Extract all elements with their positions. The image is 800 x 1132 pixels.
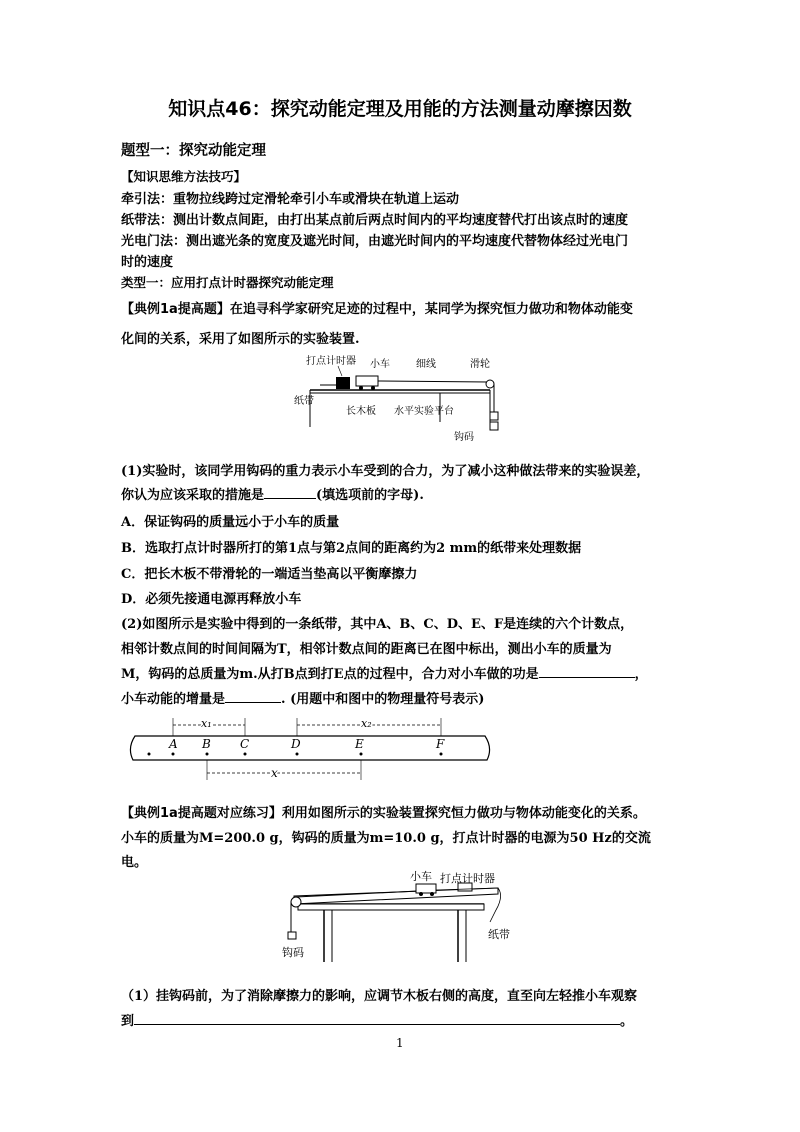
point-label: F xyxy=(436,737,445,751)
page-number: 1 xyxy=(396,1036,404,1050)
type-heading: 类型一：应用打点计时器探究动能定理 xyxy=(121,275,334,290)
q2-line2: 相邻计数点间的时间间隔为T，相邻计数点间的距离已在图中标出，测出小车的质量为 xyxy=(121,642,612,657)
timer-block xyxy=(336,377,350,389)
pulley xyxy=(486,380,494,388)
q2-line3: M，钩码的总质量为m.从打B点到打E点的过程中，合力对小车做的功是 ， xyxy=(121,663,648,682)
q1-line2: 你认为应该采取的措施是 (填选项前的字母). xyxy=(121,484,424,503)
label-weights: 钩码 xyxy=(282,946,304,959)
pulley xyxy=(291,897,301,907)
answer-blank[interactable] xyxy=(539,663,635,678)
ex2-q1-line2: 到 。 xyxy=(121,1010,633,1029)
point-label: A xyxy=(169,737,178,751)
label-x2: x₂ xyxy=(361,717,372,730)
label-timer: 打点计时器 xyxy=(306,356,356,367)
tip-line: 牵引法：重物拉线跨过定滑轮牵引小车或滑块在轨道上运动 xyxy=(121,192,460,207)
answer-blank[interactable] xyxy=(264,484,316,499)
section-heading: 题型一：探究动能定理 xyxy=(121,143,266,159)
cart xyxy=(356,376,378,386)
example1-line1: 【典例1a提高题】在追寻科学家研究足迹的过程中，某同学为探究恒力做功和物体动能变 xyxy=(121,302,633,317)
option-a: A．保证钩码的质量远小于小车的质量 xyxy=(121,515,340,530)
q2-line4: 小车动能的增量是 . (用题中和图中的物理量符号表示) xyxy=(121,688,484,707)
point-label: E xyxy=(355,737,364,751)
label-platform: 水平实验平台 xyxy=(394,406,454,417)
answer-blank[interactable] xyxy=(134,1010,620,1025)
tape-figure xyxy=(125,716,505,784)
point-label: D xyxy=(291,737,301,751)
cart xyxy=(416,884,436,893)
apparatus-figure-2 xyxy=(278,866,518,968)
label-tape: 纸带 xyxy=(488,928,510,941)
label-tape: 纸带 xyxy=(294,396,314,407)
tip-line: 时的速度 xyxy=(121,255,174,270)
label-timer: 打点计时器 xyxy=(440,872,495,885)
example2-line1: 【典例1a提高题对应练习】利用如图所示的实验装置探究恒力做功与物体动能变化的关系。 xyxy=(121,806,646,821)
point-label: B xyxy=(202,737,211,751)
tips-heading: 【知识思维方法技巧】 xyxy=(121,169,247,184)
page-title: 知识点46：探究动能定理及用能的方法测量动摩擦因数 xyxy=(168,98,632,120)
point-label: C xyxy=(240,737,250,751)
option-c: C．把长木板不带滑轮的一端适当垫高以平衡摩擦力 xyxy=(121,567,418,582)
label-x: x xyxy=(271,766,278,780)
label-weights: 钩码 xyxy=(454,432,474,443)
label-board: 长木板 xyxy=(346,406,376,417)
option-d: D．必须先接通电源再释放小车 xyxy=(121,592,302,607)
example1-line2: 化间的关系，采用了如图所示的实验装置. xyxy=(121,332,360,347)
answer-blank[interactable] xyxy=(225,688,281,703)
label-pulley: 滑轮 xyxy=(470,359,490,370)
example1-label: 【典例1a提高题】 xyxy=(121,302,230,317)
apparatus-figure-1 xyxy=(290,352,520,444)
example2-label: 【典例1a提高题对应练习】 xyxy=(121,806,282,821)
q1-line1: (1)实验时，该同学用钩码的重力表示小车受到的合力，为了减小这种做法带来的实验误差， xyxy=(121,464,650,479)
q2-line1: (2)如图所示是实验中得到的一条纸带，其中A、B、C、D、E、F是连续的六个计数点， xyxy=(121,617,634,632)
label-cart: 小车 xyxy=(410,870,432,883)
label-string: 细线 xyxy=(416,359,436,370)
tip-line: 光电门法：测出遮光条的宽度及遮光时间，由遮光时间内的平均速度代替物体经过光电门 xyxy=(121,234,629,249)
label-cart: 小车 xyxy=(370,359,390,370)
tip-line: 纸带法：测出计数点间距，由打出某点前后两点时间内的平均速度替代打出该点时的速度 xyxy=(121,213,629,228)
ex2-q1-line1: （1）挂钩码前，为了消除摩擦力的影响，应调节木板右侧的高度，直至向左轻推小车观察 xyxy=(121,989,638,1004)
label-x1: x₁ xyxy=(201,717,212,730)
example2-line2: 小车的质量为M=200.0 g，钩码的质量为m=10.0 g，打点计时器的电源为50 Hz的交流 xyxy=(121,831,651,846)
example2-line3: 电。 xyxy=(121,855,148,870)
option-b: B．选取打点计时器所打的第1点与第2点间的距离约为2 mm的纸带来处理数据 xyxy=(121,541,582,556)
